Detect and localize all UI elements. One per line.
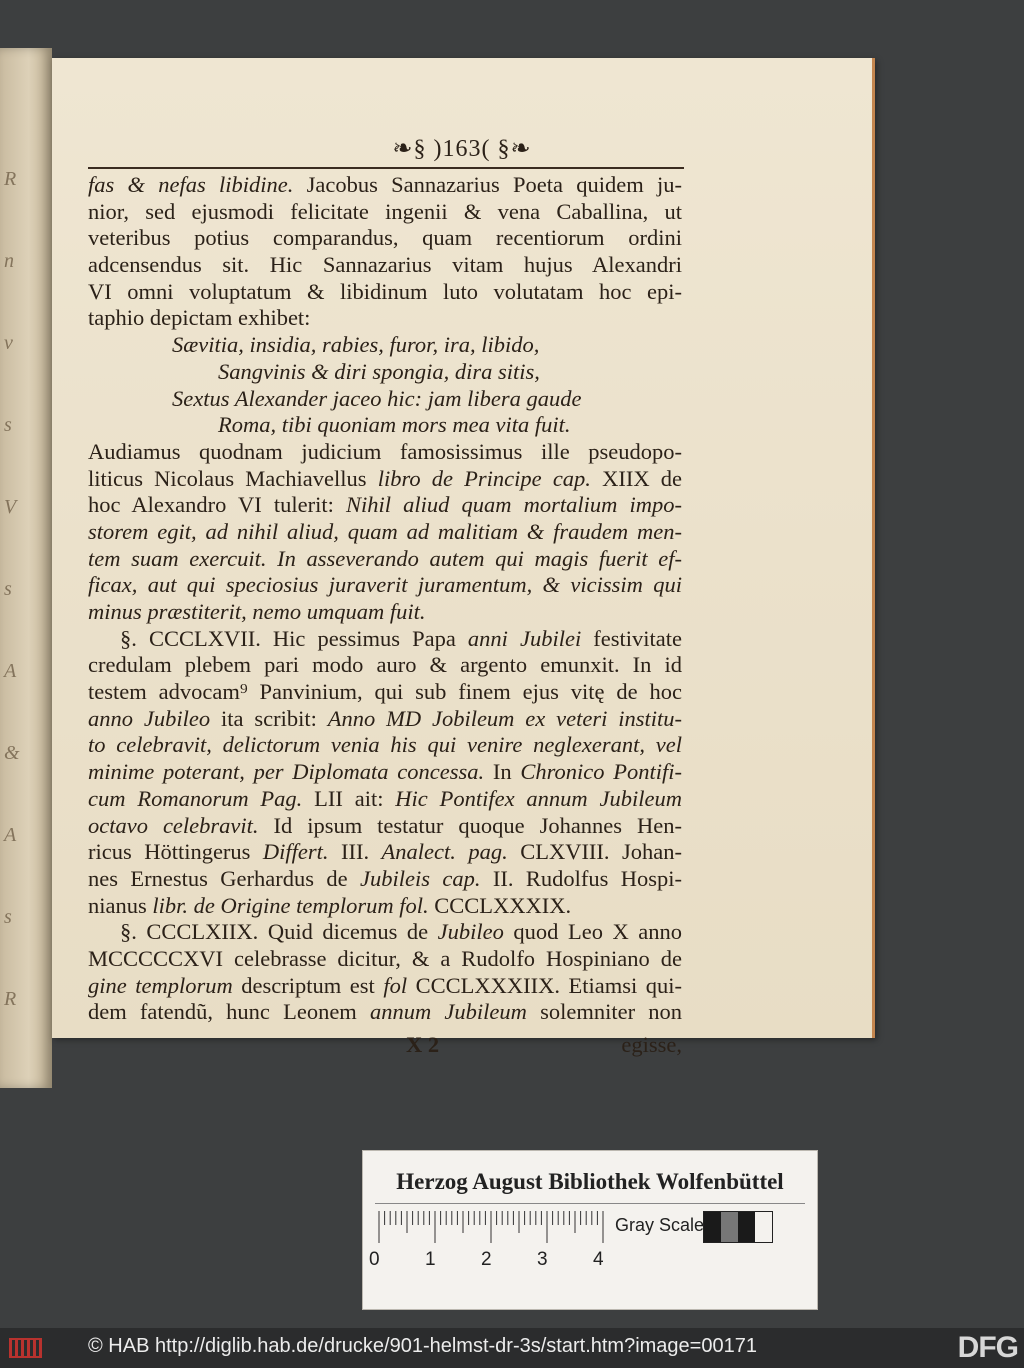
text-span: Sangvinis & diri spongia, dira sitis, <box>218 358 540 384</box>
ruler-scale <box>377 1211 611 1245</box>
text-line <box>88 946 682 973</box>
text-line <box>88 893 682 920</box>
text-line <box>88 279 682 306</box>
text-line <box>88 172 682 199</box>
ruler-number: 3 <box>537 1249 548 1270</box>
text-line <box>88 466 682 493</box>
text-span: hoc Alexandro VI tulerit: <box>88 492 347 518</box>
text-line <box>88 252 682 279</box>
viewer-footer <box>0 1328 1024 1368</box>
text-span: CLXVIII. Johan- <box>507 839 682 865</box>
margin-glyph: A <box>4 660 17 682</box>
text-span: XIIX de <box>590 465 682 491</box>
text-span: Nihil aliud quam mortalium impo- <box>346 492 682 518</box>
margin-glyph: V <box>4 496 17 518</box>
text-span: §. CCCLXIIX. Quid dicemus de <box>120 919 438 945</box>
text-line <box>88 999 682 1026</box>
text-span: Sextus Alexander jaceo hic: jam libera gaude <box>172 385 582 411</box>
text-span: solemniter non <box>526 999 682 1025</box>
text-line <box>88 519 682 546</box>
text-span: Differt. <box>262 839 329 865</box>
text-line <box>88 546 682 573</box>
text-span: In <box>484 759 521 785</box>
text-span: dem fatendũ, hunc Leonem <box>88 999 370 1025</box>
text-line <box>88 786 682 813</box>
book-page <box>52 58 875 1057</box>
text-line <box>88 626 682 653</box>
gray-swatch <box>755 1212 772 1242</box>
text-span: fas & nefas libidine. <box>88 172 294 197</box>
text-span: Jacobus Sannazarius Poeta quidem ju- <box>293 172 682 197</box>
text-span: nes Ernestus Gerhardus de <box>88 865 360 891</box>
dfg-logo: DFG <box>957 1331 1018 1364</box>
text-line <box>88 652 682 679</box>
text-span: Anno MD Jobileum ex veteri institu- <box>327 705 682 731</box>
text-line <box>88 572 682 599</box>
body-text <box>88 172 682 1026</box>
text-line <box>88 199 682 226</box>
text-span: minus præstiterit, nemo umquam fuit. <box>88 599 426 624</box>
margin-glyph: s <box>4 906 12 928</box>
text-span: Hic Pontifex annum Jubileum <box>395 785 682 811</box>
text-span: liticus Nicolaus Machiavellus <box>88 465 378 491</box>
text-span: §. CCCLXVII. Hic pessimus Papa <box>120 625 468 651</box>
text-line <box>88 706 682 733</box>
text-line <box>88 332 682 359</box>
text-span: festivitate <box>581 625 682 651</box>
text-span: fol <box>383 972 408 998</box>
text-span: nianus <box>88 892 153 918</box>
gray-scale-label: Gray Scale <box>615 1215 705 1235</box>
text-span: libr. de Origine templorum fol. <box>152 892 429 918</box>
ruler-number: 4 <box>593 1249 604 1270</box>
margin-glyph: R <box>4 168 17 190</box>
text-span: CCCLXXXIX. <box>428 892 572 918</box>
text-span: Sævitia, insidia, rabies, furor, ira, libido, <box>172 332 540 358</box>
text-span: taphio depictam exhibet: <box>88 305 311 331</box>
text-span: octavo celebravit. <box>88 812 259 838</box>
text-span: storem egit, ad nihil aliud, quam ad malitiam & fraudem men- <box>88 518 682 544</box>
margin-glyph: & <box>4 742 20 764</box>
page-foot <box>88 1032 682 1060</box>
margin-glyph: s <box>4 578 12 600</box>
margin-glyph: v <box>4 332 13 354</box>
text-line <box>88 919 682 946</box>
text-span: cum Romanorum Pag. <box>88 785 303 811</box>
text-line <box>88 599 682 626</box>
text-span: ficax, aut qui speciosius juraverit juramentum, & vicissim qui <box>88 572 682 598</box>
margin-glyph: s <box>4 414 12 436</box>
text-span: II. Rudolfus Hospi- <box>480 865 682 891</box>
text-span: Jubileis cap. <box>359 865 481 891</box>
text-span: Roma, tibi quoniam mors mea vita fuit. <box>218 412 571 438</box>
margin-glyph: A <box>4 824 17 846</box>
text-line <box>88 732 682 759</box>
text-line <box>88 866 682 893</box>
margin-glyph: R <box>4 988 17 1010</box>
text-line <box>88 679 682 706</box>
text-span: Chronico Pontifi- <box>520 759 682 785</box>
text-span: annum Jubileum <box>370 999 527 1025</box>
text-span: credulam plebem pari modo auro & argento emunxit. In id <box>88 652 682 678</box>
ruler-number: 2 <box>481 1249 492 1270</box>
text-span: Audiamus quodnam judicium famosissimus ille pseudopo- <box>88 438 682 464</box>
gray-swatch <box>738 1212 755 1242</box>
running-head: ❧§ )163( §❧ <box>392 136 532 162</box>
text-line <box>88 439 682 466</box>
ruler-numbers <box>369 1249 609 1275</box>
text-span: Jubileo <box>437 919 504 945</box>
text-line <box>88 412 682 439</box>
card-divider <box>375 1203 805 1204</box>
text-span: ita scribit: <box>210 705 328 731</box>
text-span: LII ait: <box>302 785 396 811</box>
text-span: veteribus potius comparandus, quam recentiorum ordini <box>88 225 682 251</box>
text-line <box>88 492 682 519</box>
catchword: egisse, <box>621 1032 682 1057</box>
text-span: III. <box>328 839 382 865</box>
copyright-link[interactable]: © HAB http://diglib.hab.de/drucke/901-helmst-dr-3s/start.htm?image=00171 <box>88 1335 757 1357</box>
text-span: libro de Principe cap. <box>377 465 591 491</box>
text-span: testem advocam⁹ Panvinium, qui sub finem ejus vitę de hoc <box>88 679 682 705</box>
text-span: adcensendus sit. Hic Sannazarius vitam hujus Alexandri <box>88 252 682 278</box>
text-span: descriptum est <box>232 972 384 998</box>
text-span: quod Leo X anno <box>503 919 682 945</box>
text-span: VI omni voluptatum & libidinum luto volutatam hoc epi- <box>88 278 682 304</box>
library-title: Herzog August Bibliothek Wolfenbüttel <box>396 1169 784 1194</box>
text-line <box>88 759 682 786</box>
text-line <box>88 305 682 332</box>
head-rule <box>88 167 684 169</box>
text-line <box>88 359 682 386</box>
scale-card <box>362 1150 818 1310</box>
text-span: ricus Höttingerus <box>88 839 263 865</box>
text-span: tem suam exercuit. In asseverando autem qui magis fuerit ef- <box>88 545 682 571</box>
margin-glyph: n <box>4 250 14 272</box>
text-span: Id ipsum testatur quoque Johannes Hen- <box>258 812 682 838</box>
gray-scale-swatches <box>703 1211 773 1243</box>
text-span: minime poterant, per Diplomata concessa. <box>88 759 485 785</box>
hab-logo-icon <box>8 1336 48 1360</box>
signature-mark: X 2 <box>406 1032 440 1057</box>
previous-page-edge <box>0 48 52 1088</box>
text-span: nior, sed ejusmodi felicitate ingenii & vena Caballina, ut <box>88 198 682 224</box>
text-span: anni Jubilei <box>467 625 582 651</box>
text-span: anno Jubileo <box>88 705 211 731</box>
text-span: gine templorum <box>88 972 233 998</box>
text-span: CCCLXXXIIX. Etiamsi qui- <box>407 972 682 998</box>
text-span: MCCCCCXVI celebrasse dicitur, & a Rudolfo Hospiniano de <box>88 945 682 971</box>
text-line <box>88 386 682 413</box>
ruler-number: 1 <box>425 1249 436 1270</box>
text-line <box>88 839 682 866</box>
text-span: Analect. pag. <box>381 839 508 865</box>
text-span: to celebravit, delictorum venia his qui venire neglexerant, vel <box>88 732 682 758</box>
gray-swatch <box>721 1212 738 1242</box>
text-line <box>88 973 682 1000</box>
text-line <box>88 225 682 252</box>
ruler-number: 0 <box>369 1249 380 1270</box>
text-line <box>88 813 682 840</box>
gray-swatch <box>704 1212 721 1242</box>
